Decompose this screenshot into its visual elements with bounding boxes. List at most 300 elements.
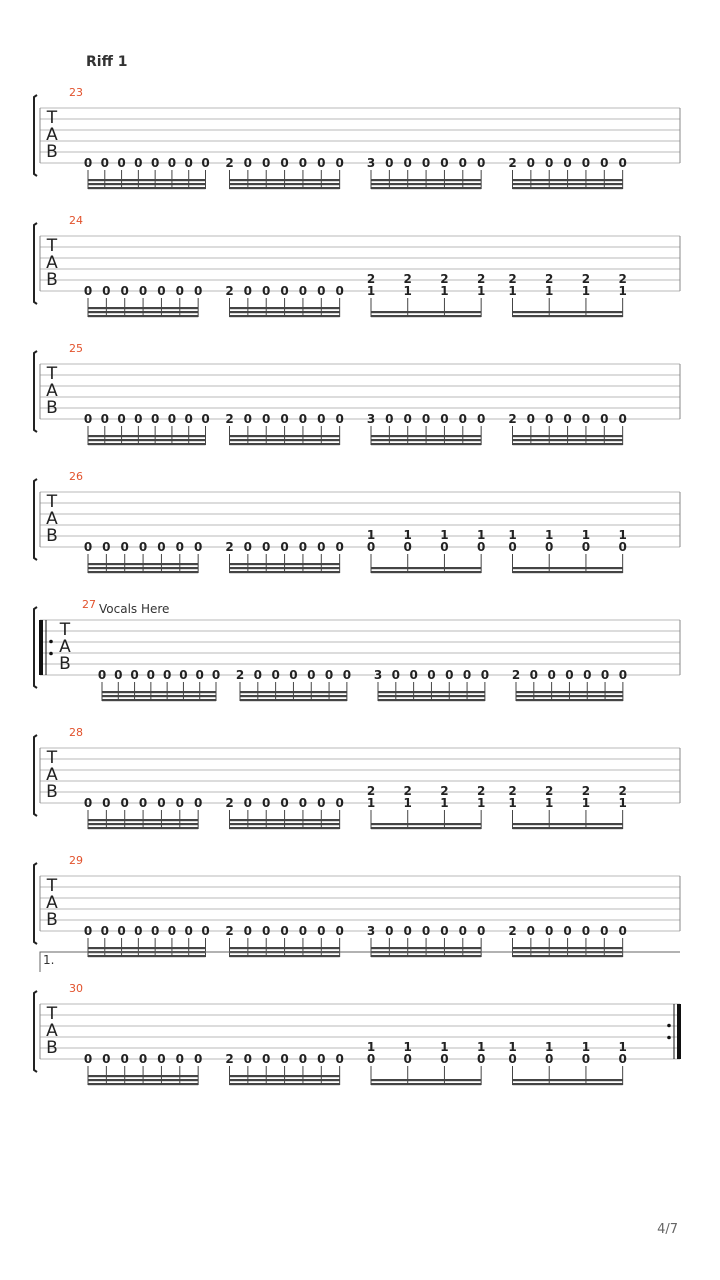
fret-number: 1 <box>476 796 486 810</box>
tab-clef-a: A <box>46 125 58 145</box>
system-bracket <box>34 863 37 944</box>
fret-number: 2 <box>366 784 376 798</box>
tab-clef-b: B <box>46 910 58 930</box>
note-beam <box>230 183 340 185</box>
fret-number: 0 <box>618 924 627 938</box>
note-beam <box>371 1079 481 1081</box>
fret-number: 0 <box>138 1052 148 1066</box>
note-beam <box>230 819 340 821</box>
note-beam <box>240 699 347 701</box>
fret-number: 0 <box>427 668 436 682</box>
fret-number: 0 <box>385 412 394 426</box>
fret-number: 0 <box>618 668 628 682</box>
fret-number: 0 <box>385 156 394 170</box>
fret-number: 0 <box>581 924 591 938</box>
fret-number: 0 <box>581 412 591 426</box>
fret-number: 0 <box>581 156 591 170</box>
note-beam <box>88 315 198 317</box>
fret-number: 1 <box>581 1040 591 1054</box>
fret-number: 0 <box>298 796 308 810</box>
system-bracket <box>34 479 37 560</box>
fret-number: 0 <box>117 924 126 938</box>
fret-number: 0 <box>600 668 610 682</box>
fret-number: 0 <box>146 668 156 682</box>
note-beam <box>230 179 340 181</box>
tab-clef-b: B <box>46 782 58 802</box>
fret-number: 0 <box>307 668 316 682</box>
fret-number: 0 <box>317 796 326 810</box>
fret-number: 2 <box>225 1052 234 1066</box>
fret-number: 0 <box>211 668 221 682</box>
section-text: Vocals Here <box>99 602 170 616</box>
fret-number: 0 <box>403 924 412 938</box>
note-beam <box>230 1083 340 1085</box>
note-beam <box>88 435 206 437</box>
fret-number: 0 <box>184 412 193 426</box>
fret-number: 0 <box>298 540 308 554</box>
page-number: 4/7 <box>657 1222 678 1237</box>
fret-number: 1 <box>476 1040 486 1054</box>
fret-number: 0 <box>458 156 467 170</box>
fret-number: 1 <box>545 1040 554 1054</box>
fret-number: 1 <box>366 528 376 542</box>
system-bracket <box>34 351 37 432</box>
fret-number: 0 <box>243 284 253 298</box>
fret-number: 0 <box>138 540 148 554</box>
note-beam <box>378 699 485 701</box>
note-beam <box>88 819 198 821</box>
fret-number: 0 <box>440 540 449 554</box>
riff-title: Riff 1 <box>86 54 128 70</box>
fret-number: 0 <box>526 924 536 938</box>
fret-number: 2 <box>508 924 517 938</box>
fret-number: 0 <box>298 924 308 938</box>
fret-number: 0 <box>600 924 609 938</box>
fret-number: 0 <box>335 412 344 426</box>
fret-number: 2 <box>440 784 449 798</box>
fret-number: 0 <box>618 540 627 554</box>
note-beam <box>88 827 198 829</box>
fret-number: 0 <box>545 540 554 554</box>
note-beam <box>88 823 198 825</box>
fret-number: 0 <box>83 796 93 810</box>
fret-number: 2 <box>225 284 234 298</box>
fret-number: 0 <box>440 156 449 170</box>
fret-number: 0 <box>175 540 184 554</box>
note-beam <box>513 955 623 957</box>
fret-number: 0 <box>243 412 253 426</box>
fret-number: 1 <box>403 1040 412 1054</box>
note-beam <box>102 695 216 697</box>
fret-number: 1 <box>508 1040 517 1054</box>
bar-number: 28 <box>69 726 83 739</box>
note-beam <box>230 307 340 309</box>
fret-number: 0 <box>342 668 352 682</box>
fret-number: 0 <box>458 924 467 938</box>
bar-number: 25 <box>69 342 83 355</box>
fret-number: 0 <box>581 1052 591 1066</box>
fret-number: 0 <box>298 1052 308 1066</box>
fret-number: 0 <box>563 156 572 170</box>
fret-number: 2 <box>225 924 234 938</box>
fret-number: 0 <box>193 796 203 810</box>
fret-number: 2 <box>581 272 591 286</box>
fret-number: 3 <box>373 668 383 682</box>
note-beam <box>230 315 340 317</box>
fret-number: 0 <box>117 412 126 426</box>
fret-number: 0 <box>83 156 93 170</box>
fret-number: 0 <box>167 156 177 170</box>
fret-number: 0 <box>317 412 326 426</box>
fret-number: 0 <box>476 1052 486 1066</box>
fret-number: 0 <box>335 796 344 810</box>
fret-number: 1 <box>618 796 627 810</box>
note-beam <box>88 443 206 445</box>
tab-clef-b: B <box>46 398 58 418</box>
note-beam <box>378 695 485 697</box>
tab-clef-b: B <box>46 526 58 546</box>
fret-number: 0 <box>280 796 289 810</box>
bar-number: 26 <box>69 470 83 483</box>
fret-number: 0 <box>366 1052 376 1066</box>
tab-system <box>34 342 680 445</box>
note-beam <box>516 699 623 701</box>
fret-number: 0 <box>184 156 193 170</box>
fret-number: 0 <box>102 796 111 810</box>
fret-number: 1 <box>440 796 449 810</box>
fret-number: 0 <box>458 412 467 426</box>
note-beam <box>371 947 481 949</box>
fret-number: 0 <box>440 1052 449 1066</box>
fret-number: 0 <box>262 796 271 810</box>
repeat-dot <box>49 652 53 656</box>
fret-number: 0 <box>184 924 193 938</box>
fret-number: 0 <box>117 156 126 170</box>
fret-number: 0 <box>440 924 449 938</box>
fret-number: 0 <box>138 796 148 810</box>
note-beam <box>513 439 623 441</box>
tab-clef-a: A <box>46 765 58 785</box>
fret-number: 0 <box>529 668 538 682</box>
note-beam <box>371 311 481 313</box>
fret-number: 0 <box>193 284 203 298</box>
note-beam <box>88 567 198 569</box>
fret-number: 0 <box>280 412 289 426</box>
fret-number: 0 <box>545 1052 554 1066</box>
note-beam <box>88 179 206 181</box>
fret-number: 0 <box>262 412 271 426</box>
fret-number: 0 <box>201 924 210 938</box>
note-beam <box>513 947 623 949</box>
fret-number: 0 <box>476 156 486 170</box>
fret-number: 0 <box>508 1052 517 1066</box>
fret-number: 0 <box>253 668 262 682</box>
fret-number: 1 <box>366 796 376 810</box>
fret-number: 0 <box>157 796 166 810</box>
fret-number: 1 <box>366 284 376 298</box>
fret-number: 0 <box>193 540 203 554</box>
fret-number: 0 <box>243 156 253 170</box>
tab-clef-a: A <box>46 893 58 913</box>
fret-number: 0 <box>280 540 289 554</box>
note-beam <box>230 1079 340 1081</box>
fret-number: 2 <box>440 272 449 286</box>
fret-number: 0 <box>317 284 326 298</box>
fret-number: 0 <box>421 412 431 426</box>
note-beam <box>513 443 623 445</box>
fret-number: 2 <box>235 668 245 682</box>
fret-number: 3 <box>366 156 376 170</box>
note-beam <box>516 691 623 693</box>
fret-number: 0 <box>262 156 271 170</box>
note-beam <box>230 827 340 829</box>
fret-number: 0 <box>167 412 177 426</box>
fret-number: 0 <box>581 540 591 554</box>
fret-number: 0 <box>476 412 486 426</box>
fret-number: 0 <box>120 1052 129 1066</box>
fret-number: 2 <box>508 272 517 286</box>
fret-number: 0 <box>421 924 431 938</box>
fret-number: 0 <box>157 1052 166 1066</box>
fret-number: 1 <box>508 284 517 298</box>
fret-number: 0 <box>335 540 344 554</box>
fret-number: 0 <box>298 412 308 426</box>
note-beam <box>371 1083 481 1085</box>
note-beam <box>230 1075 340 1077</box>
tab-system <box>34 952 680 1085</box>
note-beam <box>230 571 340 573</box>
fret-number: 2 <box>225 540 234 554</box>
fret-number: 0 <box>280 1052 289 1066</box>
fret-number: 1 <box>618 284 627 298</box>
fret-number: 0 <box>618 412 627 426</box>
note-beam <box>230 443 340 445</box>
tab-clef-t: T <box>46 236 58 256</box>
fret-number: 1 <box>545 796 554 810</box>
tab-clef-b: B <box>46 270 58 290</box>
fret-number: 0 <box>476 540 486 554</box>
bar-number: 29 <box>69 854 83 867</box>
fret-number: 1 <box>440 528 449 542</box>
fret-number: 3 <box>366 412 376 426</box>
fret-number: 1 <box>581 796 591 810</box>
note-beam <box>513 567 623 569</box>
fret-number: 0 <box>130 668 139 682</box>
fret-number: 0 <box>262 284 271 298</box>
note-beam <box>513 435 623 437</box>
fret-number: 0 <box>545 156 554 170</box>
tab-clef-b: B <box>46 1038 58 1058</box>
fret-number: 0 <box>201 412 210 426</box>
tab-clef-t: T <box>46 364 58 384</box>
tab-clef-a: A <box>46 253 58 273</box>
note-beam <box>371 439 481 441</box>
fret-number: 1 <box>440 284 449 298</box>
fret-number: 0 <box>563 412 572 426</box>
fret-number: 2 <box>476 272 486 286</box>
repeat-dot <box>667 1036 671 1040</box>
fret-number: 0 <box>298 284 308 298</box>
fret-number: 0 <box>102 284 111 298</box>
fret-number: 0 <box>100 924 109 938</box>
fret-number: 2 <box>225 156 234 170</box>
fret-number: 0 <box>403 1052 412 1066</box>
bar-number: 30 <box>69 982 83 995</box>
repeat-dot <box>49 640 53 644</box>
tab-system <box>34 214 680 317</box>
fret-number: 0 <box>565 668 574 682</box>
fret-number: 0 <box>150 924 160 938</box>
note-beam <box>371 315 481 317</box>
fret-number: 0 <box>243 796 253 810</box>
note-beam <box>230 435 340 437</box>
note-beam <box>371 187 481 189</box>
fret-number: 0 <box>120 540 129 554</box>
tab-system <box>34 726 680 829</box>
fret-number: 0 <box>262 924 271 938</box>
system-bracket <box>34 735 37 816</box>
bar-number: 24 <box>69 214 83 227</box>
fret-number: 2 <box>403 272 412 286</box>
tab-clef-t: T <box>46 108 58 128</box>
note-beam <box>371 435 481 437</box>
note-beam <box>516 695 623 697</box>
fret-number: 0 <box>317 924 326 938</box>
fret-number: 0 <box>335 156 344 170</box>
note-beam <box>371 827 481 829</box>
fret-number: 0 <box>100 412 109 426</box>
fret-number: 0 <box>526 412 536 426</box>
fret-number: 0 <box>102 1052 111 1066</box>
note-beam <box>88 187 206 189</box>
fret-number: 0 <box>100 156 109 170</box>
tab-system <box>34 86 680 189</box>
fret-number: 2 <box>618 272 627 286</box>
note-beam <box>230 567 340 569</box>
note-beam <box>371 571 481 573</box>
fret-number: 0 <box>317 1052 326 1066</box>
note-beam <box>371 823 481 825</box>
note-beam <box>378 691 485 693</box>
fret-number: 0 <box>545 924 554 938</box>
tab-clef-t: T <box>46 492 58 512</box>
note-beam <box>102 699 216 701</box>
note-beam <box>371 183 481 185</box>
note-beam <box>88 183 206 185</box>
fret-number: 0 <box>157 540 166 554</box>
note-beam <box>513 187 623 189</box>
fret-number: 0 <box>83 924 93 938</box>
note-beam <box>230 563 340 565</box>
fret-number: 0 <box>150 156 160 170</box>
fret-number: 1 <box>476 528 486 542</box>
fret-number: 0 <box>476 924 486 938</box>
note-beam <box>513 823 623 825</box>
note-beam <box>371 179 481 181</box>
note-beam <box>513 1083 623 1085</box>
system-bracket <box>34 223 37 304</box>
note-beam <box>240 695 347 697</box>
note-beam <box>513 571 623 573</box>
note-beam <box>513 827 623 829</box>
tab-clef-a: A <box>46 381 58 401</box>
fret-number: 0 <box>317 540 326 554</box>
fret-number: 0 <box>289 668 298 682</box>
note-beam <box>230 439 340 441</box>
bar-number: 27 <box>82 598 96 611</box>
fret-number: 0 <box>179 668 188 682</box>
fret-number: 0 <box>162 668 172 682</box>
fret-number: 0 <box>262 1052 271 1066</box>
fret-number: 0 <box>97 668 107 682</box>
note-beam <box>88 311 198 313</box>
fret-number: 0 <box>134 924 143 938</box>
note-beam <box>230 823 340 825</box>
fret-number: 0 <box>335 924 344 938</box>
note-beam <box>371 443 481 445</box>
fret-number: 0 <box>298 156 308 170</box>
fret-number: 2 <box>618 784 627 798</box>
tab-clef-a: A <box>46 509 58 529</box>
fret-number: 0 <box>243 1052 253 1066</box>
fret-number: 0 <box>280 156 289 170</box>
note-beam <box>88 1075 198 1077</box>
fret-number: 0 <box>120 796 129 810</box>
note-beam <box>88 955 206 957</box>
fret-number: 0 <box>134 156 143 170</box>
note-beam <box>371 567 481 569</box>
fret-number: 0 <box>102 540 111 554</box>
note-beam <box>230 955 340 957</box>
note-beam <box>513 311 623 313</box>
fret-number: 1 <box>366 1040 376 1054</box>
fret-number: 0 <box>150 412 160 426</box>
fret-number: 2 <box>225 796 234 810</box>
fret-number: 0 <box>114 668 123 682</box>
note-beam <box>88 307 198 309</box>
fret-number: 0 <box>335 1052 344 1066</box>
fret-number: 1 <box>545 284 554 298</box>
fret-number: 3 <box>366 924 376 938</box>
fret-number: 0 <box>138 284 148 298</box>
fret-number: 0 <box>335 284 344 298</box>
fret-number: 0 <box>280 284 289 298</box>
repeat-dot <box>667 1024 671 1028</box>
fret-number: 0 <box>195 668 204 682</box>
system-bracket <box>34 95 37 176</box>
fret-number: 0 <box>83 1052 93 1066</box>
fret-number: 0 <box>409 668 418 682</box>
note-beam <box>88 1079 198 1081</box>
tab-clef-t: T <box>46 748 58 768</box>
system-bracket <box>34 607 37 688</box>
fret-number: 1 <box>618 1040 627 1054</box>
fret-number: 2 <box>508 784 517 798</box>
note-beam <box>102 691 216 693</box>
fret-number: 0 <box>83 412 93 426</box>
fret-number: 1 <box>476 284 486 298</box>
fret-number: 0 <box>385 924 394 938</box>
fret-number: 0 <box>547 668 556 682</box>
tab-clef-t: T <box>46 876 58 896</box>
fret-number: 1 <box>440 1040 449 1054</box>
fret-number: 2 <box>403 784 412 798</box>
fret-number: 0 <box>600 412 609 426</box>
tab-system <box>34 854 680 957</box>
note-beam <box>513 183 623 185</box>
fret-number: 2 <box>545 272 554 286</box>
tab-clef-b: B <box>59 654 71 674</box>
